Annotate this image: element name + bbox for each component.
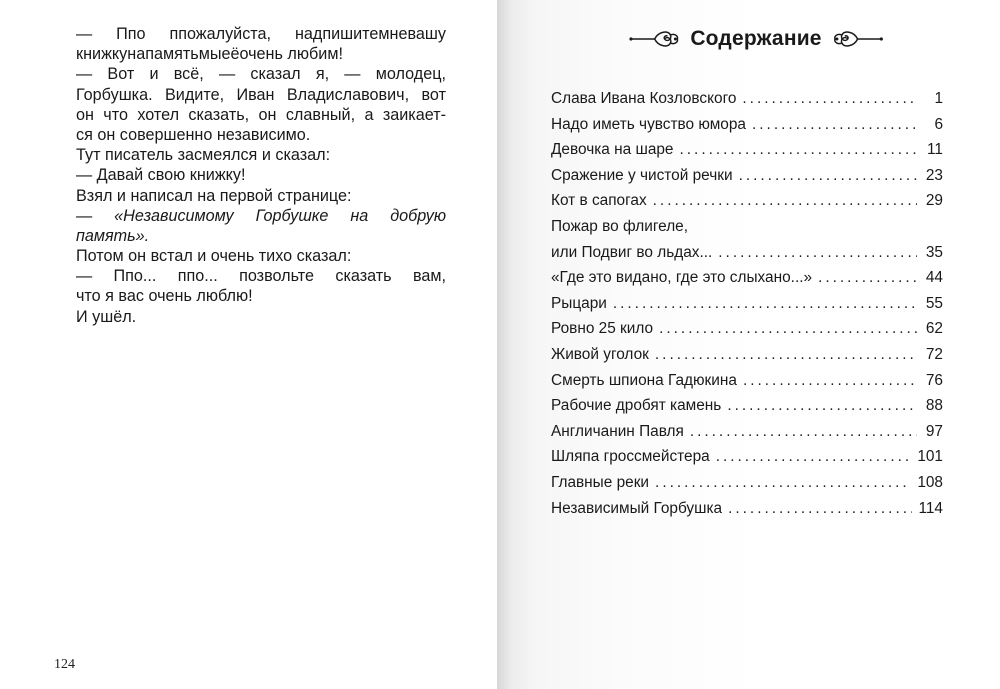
toc-item[interactable] — [551, 342, 943, 368]
toc-item-title-line1: Пожар во флигеле, — [551, 217, 689, 235]
toc-dot-leader — [653, 188, 917, 214]
toc-item-title: Независимый Горбушка — [551, 499, 723, 517]
toc-item-title: Сражение у чистой речки — [551, 166, 733, 184]
toc-item-page: 97 — [925, 422, 943, 440]
toc-item-page: 88 — [925, 397, 943, 415]
toc-list — [551, 86, 943, 521]
toc-item-title: Рабочие дробят камень — [551, 397, 722, 415]
toc-dot-leader — [680, 137, 918, 163]
toc-item[interactable] — [551, 291, 943, 317]
toc-item-page: 35 — [925, 243, 943, 261]
toc-dot-leader — [655, 470, 911, 496]
text-line: память». — [76, 226, 150, 245]
toc-dot-leader — [690, 419, 917, 445]
toc-dot-leader — [727, 393, 917, 419]
toc-item-page: 101 — [917, 448, 943, 466]
toc-item-page: 11 — [927, 141, 943, 159]
toc-dot-leader — [743, 368, 917, 394]
toc-item[interactable] — [551, 214, 943, 265]
toc-item[interactable] — [551, 188, 943, 214]
toc-item-title: Англичанин Павля — [551, 422, 684, 440]
text-line: — Давай свою книжку! — [76, 166, 246, 185]
text-line: Горбушка. Видите, Иван Владиславович, вот — [76, 85, 446, 104]
toc-item-title: Живой уголок — [551, 345, 649, 363]
text-line: — Ппо ппожалуйста, надпишитемневашу — [76, 25, 446, 43]
toc-dot-leader — [613, 291, 917, 317]
toc-item-page: 108 — [917, 473, 943, 491]
toc-item-page: 1 — [934, 90, 943, 107]
toc-dot-leader — [659, 316, 917, 342]
left-page — [0, 0, 497, 689]
toc-item-title: Шляпа гроссмейстера — [551, 448, 710, 466]
toc-item-page: 23 — [925, 166, 943, 184]
toc-item-title: Рыцари — [551, 294, 607, 312]
toc-item[interactable] — [551, 470, 943, 496]
toc-item-title: Ровно 25 кило — [551, 320, 654, 338]
toc-item[interactable] — [551, 265, 943, 291]
toc-dot-leader — [718, 240, 917, 266]
text-line: Тут писатель засмеялся и сказал: — [76, 146, 331, 165]
toc-item-title: Девочка на шаре — [551, 141, 674, 159]
toc-item-page: 114 — [918, 499, 943, 517]
toc-dot-leader — [742, 86, 917, 112]
toc-item[interactable] — [551, 419, 943, 445]
toc-item-page: 62 — [925, 320, 943, 338]
toc-item[interactable] — [551, 444, 943, 470]
toc-item-title: «Где это видано, где это слыхано...» — [551, 269, 813, 287]
toc-item[interactable] — [551, 316, 943, 342]
text-line: — Вот и всё, — сказал я, — молодец, — [76, 65, 446, 84]
text-line: — Ппо... ппо... позвольте сказать вам, — [76, 267, 446, 286]
text-line: он что хотел сказать, он славный, а заикает- — [76, 105, 446, 124]
text-line: И ушёл. — [76, 307, 137, 326]
left-ornament-icon — [629, 27, 680, 51]
toc-dot-leader — [716, 444, 912, 470]
toc-item-title: Главные реки — [551, 473, 650, 491]
toc-item[interactable] — [551, 86, 943, 112]
toc-item-page: 44 — [925, 269, 943, 287]
toc-item-page: 76 — [925, 371, 943, 389]
text-line: Взял и написал на первой странице: — [76, 186, 352, 205]
story-text — [76, 24, 446, 327]
toc-dot-leader — [739, 163, 917, 189]
toc-item[interactable] — [551, 112, 943, 138]
toc-item[interactable] — [551, 368, 943, 394]
toc-item-page: 55 — [925, 294, 943, 312]
toc-item-page: 29 — [925, 192, 943, 210]
toc-item[interactable] — [551, 393, 943, 419]
toc-title: Содержание — [690, 27, 822, 50]
right-ornament-icon — [832, 27, 883, 51]
toc-item[interactable] — [551, 163, 943, 189]
toc-item-title: Смерть шпиона Гадюкина — [551, 371, 737, 389]
text-line: Потом он встал и очень тихо сказал: — [76, 247, 352, 266]
toc-dot-leader — [728, 496, 912, 522]
toc-item-title: Слава Ивана Козловского — [551, 90, 737, 107]
text-line: книжкунапамятьмыеёочень любим! — [76, 45, 343, 64]
page-number: 124 — [54, 657, 75, 672]
text-line: ся он совершенно независимо. — [76, 125, 311, 144]
toc-item[interactable] — [551, 137, 943, 163]
toc-dot-leader — [752, 112, 917, 138]
toc-header — [629, 24, 883, 54]
text-line: — «Независимому Горбушке на добрую — [76, 206, 446, 225]
toc-dot-leader — [818, 265, 917, 291]
toc-item-title: Кот в сапогах — [551, 192, 647, 210]
toc-item[interactable] — [551, 496, 943, 522]
toc-item-page: 72 — [925, 345, 943, 363]
toc-dot-leader — [655, 342, 917, 368]
toc-item-title: Надо иметь чувство юмора — [551, 115, 746, 133]
toc-item-page: 6 — [934, 115, 943, 133]
toc-item-title: или Подвиг во льдах... — [551, 243, 713, 261]
text-line: что я вас очень люблю! — [76, 287, 253, 306]
